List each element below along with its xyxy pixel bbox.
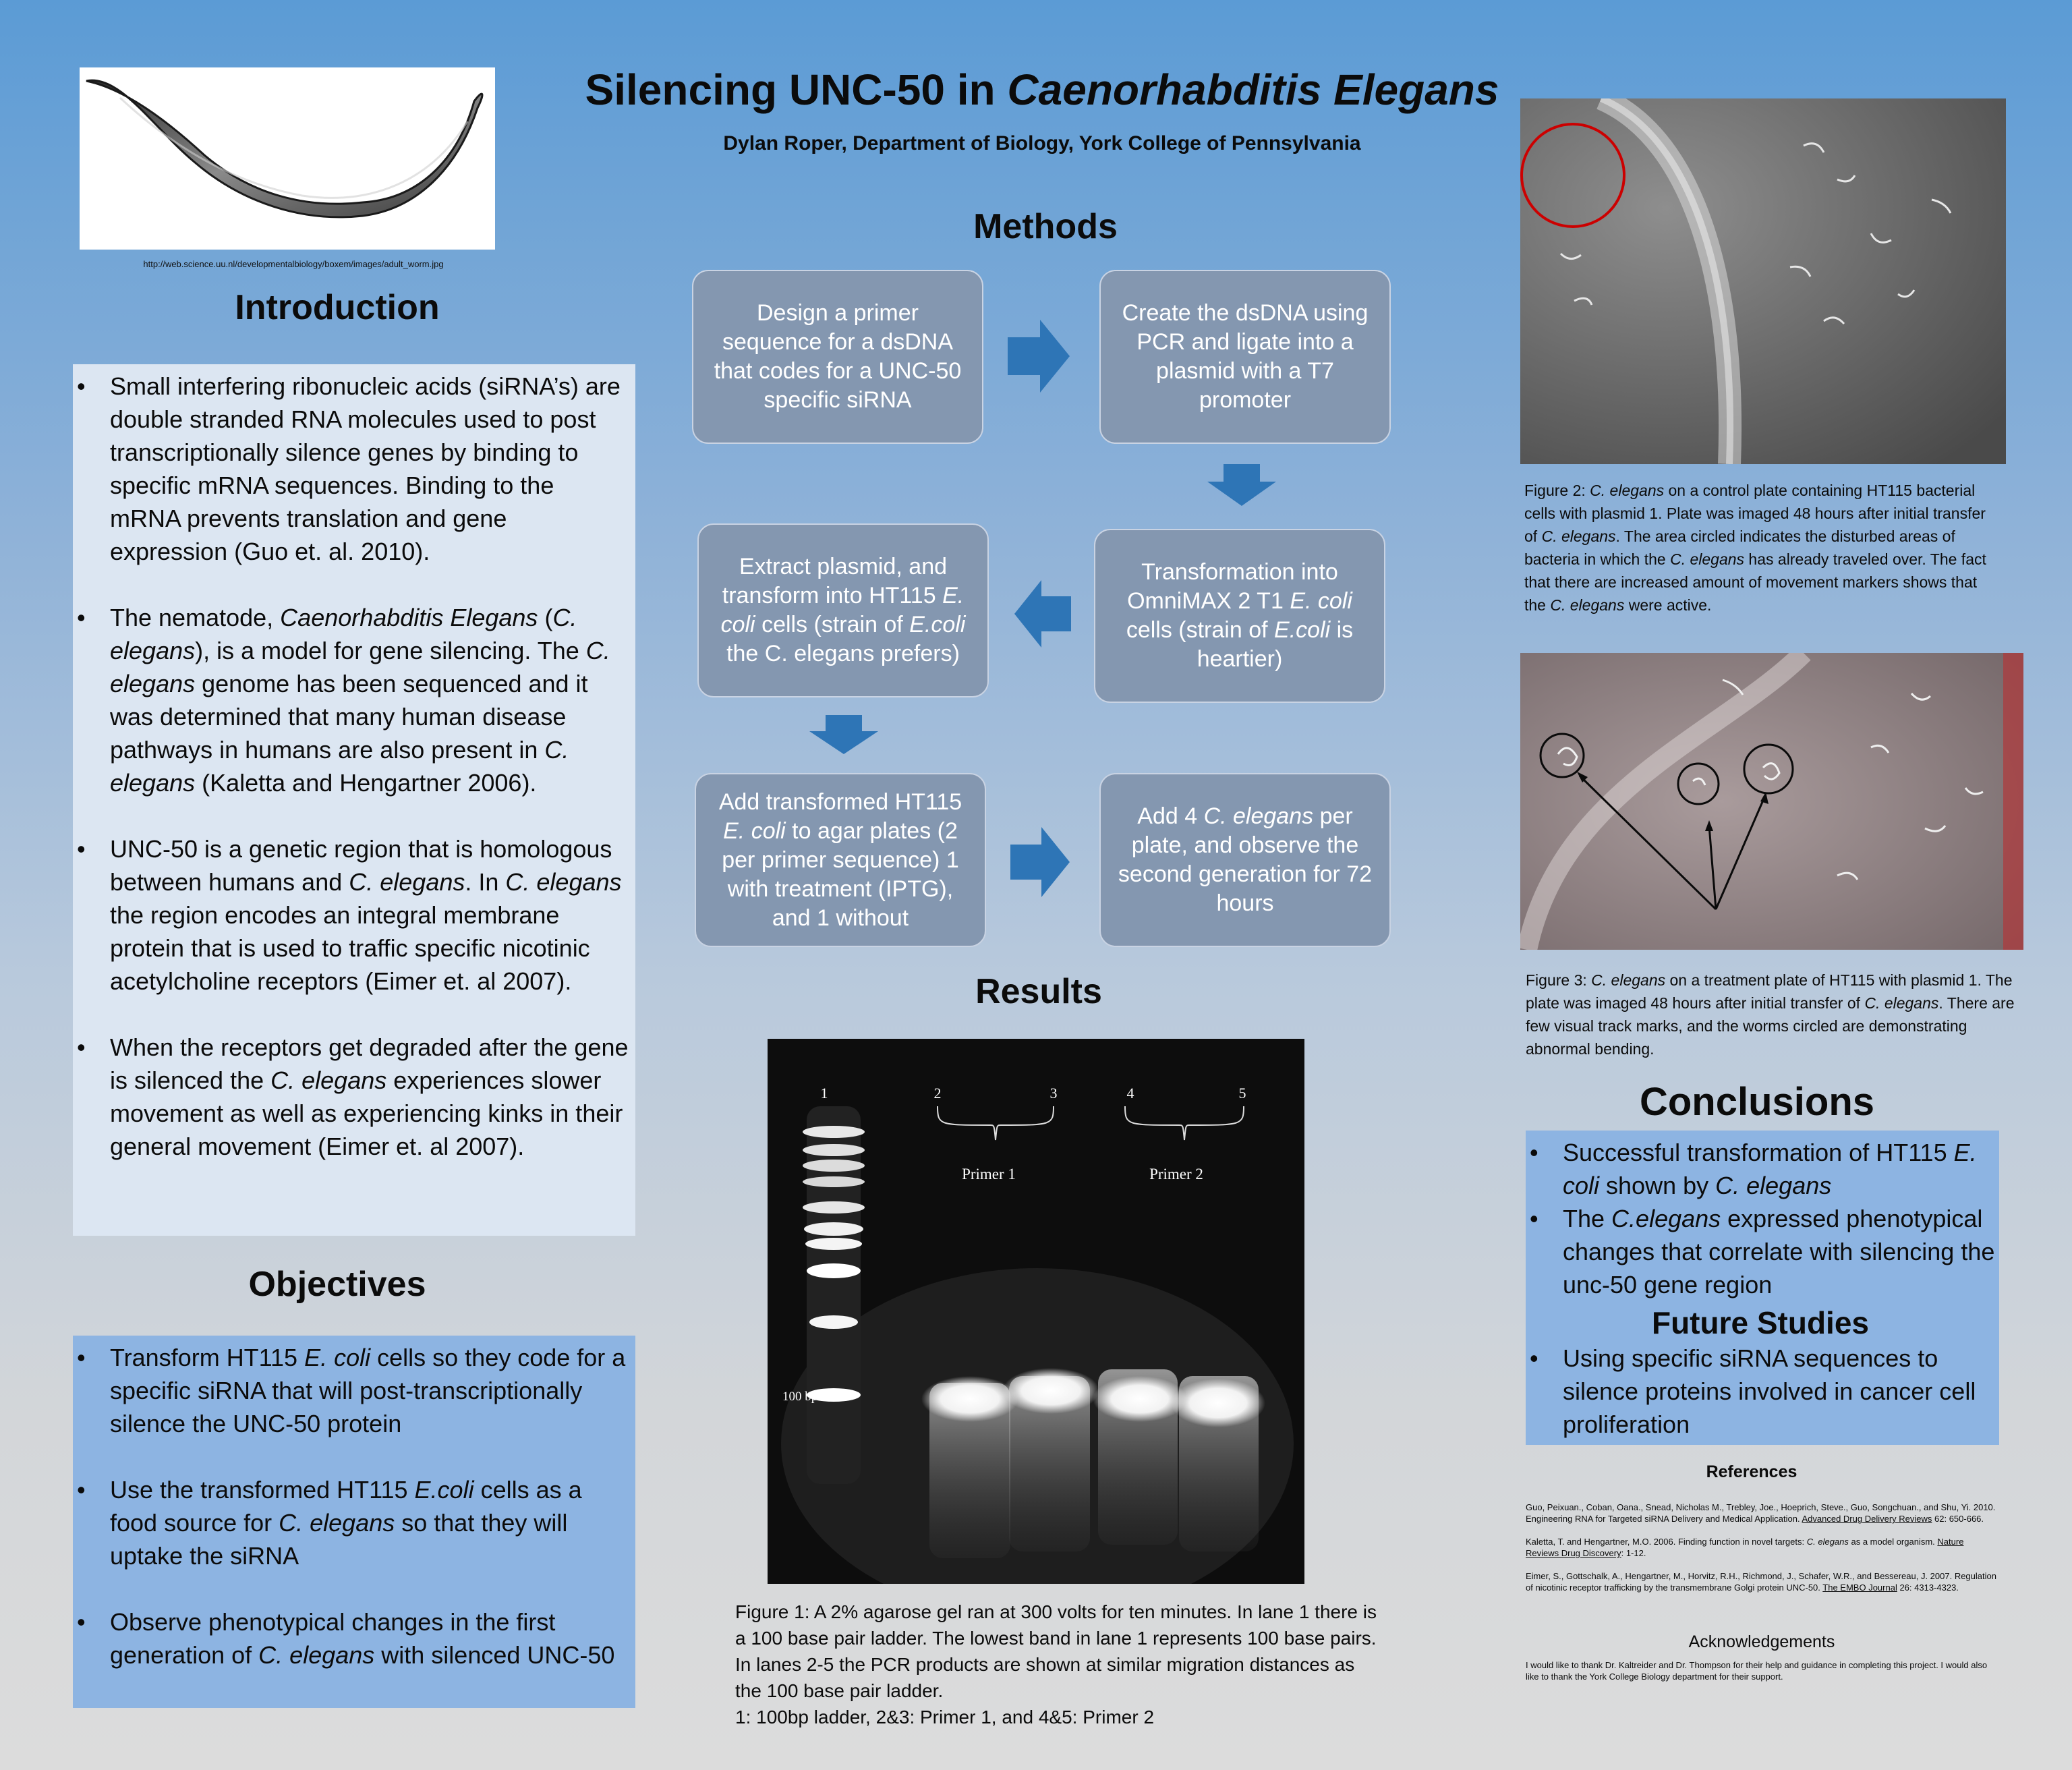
text-run: ( xyxy=(538,604,553,631)
conclusions-heading: Conclusions xyxy=(1639,1080,1875,1124)
conclusions-panel xyxy=(1526,1131,1999,1445)
worm-illustration xyxy=(80,67,495,250)
reference-item xyxy=(1526,1502,1998,1524)
text-run: Small interfering ribonucleic acids (siRNA’s) are double stranded RNA molecules used to post transcriptionally silence genes by binding to specific mRNA sequences. Binding to the mRNA prevents translation and gene expression (Guo et. al. 2010). xyxy=(110,372,621,565)
text-run: the C. elegans prefers) xyxy=(726,641,960,666)
text-run: the region encodes an integral membrane protein that is used to traffic specific nicotinic acetylcholine receptors (Eimer et. al 2007). xyxy=(110,901,590,995)
future-study-bullet xyxy=(1526,1342,1995,1441)
italic-text: Caenorhabditis Elegans xyxy=(280,604,538,631)
ladder-label: 100 bp xyxy=(782,1390,818,1404)
future-studies-heading: Future Studies xyxy=(1651,1305,1870,1340)
conclusion-bullet xyxy=(1526,1136,1995,1202)
italic-text: C. elegans xyxy=(110,637,610,697)
primer-label: Primer 1 xyxy=(962,1166,1016,1182)
method-step-text xyxy=(711,552,975,668)
future-studies-list xyxy=(1526,1342,1995,1441)
introduction-panel xyxy=(73,364,635,1236)
text-run: 62: 650-666. xyxy=(1932,1514,1984,1524)
italic-text: E.coli xyxy=(909,612,966,637)
objectives-heading: Objectives xyxy=(248,1265,426,1304)
objective-bullet xyxy=(73,1605,629,1672)
arrow-right-icon xyxy=(1005,317,1072,395)
text-run: Observe phenotypical changes in the first generation of xyxy=(110,1608,556,1669)
text-run: experiences slower movement as well as experiencing kinks in their general movement (Eimer et. al 2007). xyxy=(110,1066,623,1160)
text-run: Design a primer sequence for a dsDNA that codes for a UNC-50 specific siRNA xyxy=(714,300,962,413)
method-step-text xyxy=(1113,802,1377,918)
text-run: The xyxy=(1563,1205,1612,1232)
lane-number: 2 xyxy=(933,1085,942,1102)
arrow-down-icon xyxy=(1205,461,1279,509)
text-run: shown by xyxy=(1599,1172,1716,1199)
figure1-line: 1: 100bp ladder, 2&3: Primer 1, and 4&5: Primer 2 xyxy=(735,1707,1155,1728)
introduction-bullet xyxy=(73,601,629,799)
figure3-image xyxy=(1520,653,2023,950)
text-run: on a control plate containing HT115 bacterial cells with plasmid 1. Plate was imaged 48 hours after initial transfer of xyxy=(1524,482,1986,545)
introduction-heading: Introduction xyxy=(235,288,440,327)
italic-text: C. elegans xyxy=(1591,971,1666,989)
title-prefix: Silencing UNC-50 in xyxy=(585,65,1008,114)
text-run: is heartier) xyxy=(1197,617,1354,672)
text-run: Use the transformed HT115 xyxy=(110,1476,415,1504)
text-run: . The area circled indicates the disturbed areas of bacteria in which the xyxy=(1524,527,1955,568)
introduction-bullet xyxy=(73,1031,629,1163)
lane-number: 5 xyxy=(1238,1085,1246,1102)
figure2-caption xyxy=(1524,479,1996,617)
italic-text: C. elegans xyxy=(1670,550,1745,568)
objective-bullet xyxy=(73,1473,629,1572)
italic-text: E. coli xyxy=(304,1344,371,1371)
reference-item xyxy=(1526,1570,1998,1593)
italic-text: E. coli xyxy=(723,818,786,844)
text-run: expressed phenotypical changes that correlate with silencing the unc-50 gene region xyxy=(1563,1205,1995,1298)
text-run: has already traveled over. The fact that there are increased amount of movement markers shows that the xyxy=(1524,550,1986,614)
italic-text: E. coli xyxy=(1290,588,1352,614)
worm-image xyxy=(80,67,495,250)
text-run: per plate, and observe the second generation for 72 hours xyxy=(1118,803,1373,916)
control-plate-photo xyxy=(1520,98,2006,464)
objectives-panel xyxy=(73,1336,635,1708)
method-step-add-elegans xyxy=(1099,773,1391,947)
text-run: with silenced UNC-50 xyxy=(374,1641,615,1669)
arrow-down-icon xyxy=(807,712,881,757)
figure1-line: In lanes 2-5 the PCR products are shown at similar migration distances as xyxy=(735,1654,1355,1675)
text-run: Create the dsDNA using PCR and ligate into a plasmid with a T7 promoter xyxy=(1122,300,1369,413)
figure3-caption xyxy=(1526,969,2025,1060)
italic-text: E.coli xyxy=(414,1476,474,1504)
method-step-create-dsdna xyxy=(1099,270,1391,444)
text-run: genome has been sequenced and it was determined that many human disease pathways in humans are also present in xyxy=(110,670,588,764)
italic-text: C. elegans xyxy=(1864,994,1939,1012)
method-step-text xyxy=(1113,299,1377,415)
method-step-text xyxy=(1107,558,1372,674)
conclusion-bullet xyxy=(1526,1202,1995,1301)
text-run: UNC-50 is a genetic region that is homologous between humans and xyxy=(110,835,612,896)
figure2-image xyxy=(1520,98,2006,464)
lane-number: 1 xyxy=(820,1085,828,1102)
primer-label: Primer 2 xyxy=(1149,1166,1203,1182)
text-run: Kaletta, T. and Hengartner, M.O. 2006. Finding function in novel targets: xyxy=(1526,1537,1807,1547)
poster-title xyxy=(540,63,1545,116)
references-heading: References xyxy=(1706,1462,1797,1481)
text-run: Figure 2: xyxy=(1524,482,1590,499)
italic-text: C. elegans xyxy=(1806,1537,1849,1547)
text-run: . There are few visual track marks, and the worms circled are demonstrating abnormal bending. xyxy=(1526,994,2015,1058)
text-run: cells (strain of xyxy=(755,612,910,637)
italic-text: C. elegans xyxy=(1715,1172,1832,1199)
text-run: Guo, Peixuan., Coban, Oana., Snead, Nicholas M., Trebley, Joe., Hoeprich, Steve., Guo, Songchuan., and Shu, Yi. 2010. Engineering RNA for Targeted siRNA Delivery and Medical Application. xyxy=(1526,1502,1996,1524)
journal-title: Advanced Drug Delivery Reviews xyxy=(1802,1514,1932,1524)
text-run: cells as a food source for xyxy=(110,1476,582,1537)
gel-image xyxy=(768,1039,1304,1584)
text-run: Transform HT115 xyxy=(110,1344,305,1371)
text-run: Eimer, S., Gottschalk, A., Hengartner, M., Horvitz, R.H., Richmond, J., Schafer, W.R., and Bessereau, J. 2007. Regulation of nicotinic receptor trafficking by the transmembrane Golgi protein UNC-50. xyxy=(1526,1571,1996,1593)
method-step-transform-omnimax xyxy=(1094,529,1385,703)
italic-text: E.coli xyxy=(1274,617,1331,643)
italic-text: C. elegans xyxy=(270,1066,387,1094)
method-step-text xyxy=(706,299,970,415)
text-run: Add transformed HT115 xyxy=(718,789,962,815)
text-run: Successful transformation of HT115 xyxy=(1563,1139,1954,1166)
journal-title: Nature Reviews Drug Discovery xyxy=(1526,1537,1964,1558)
italic-text: C. elegans xyxy=(279,1509,395,1537)
objective-bullet xyxy=(73,1341,629,1440)
italic-text: C. elegans xyxy=(349,868,465,896)
text-run: When the receptors get degraded after the gene is silenced the xyxy=(110,1033,629,1094)
text-run: Extract plasmid, and transform into HT115 xyxy=(722,554,948,608)
results-heading: Results xyxy=(975,972,1102,1011)
objectives-list xyxy=(73,1341,629,1672)
text-run: Transformation into OmniMAX 2 T1 xyxy=(1127,559,1338,614)
journal-title: The EMBO Journal xyxy=(1822,1582,1897,1593)
text-run: so that they will uptake the siRNA xyxy=(110,1509,568,1570)
title-italic: Caenorhabditis Elegans xyxy=(1007,65,1499,114)
introduction-bullet xyxy=(73,370,629,568)
figure1-line: a 100 base pair ladder. The lowest band in lane 1 represents 100 base pairs. xyxy=(735,1628,1377,1649)
conclusions-list xyxy=(1526,1136,1995,1301)
method-step-extract-plasmid xyxy=(697,523,989,697)
acknowledgements-text: I would like to thank Dr. Kaltreider and Dr. Thompson for their help and guidance in completing this project. I would also like to thank the York College Biology department for their support. xyxy=(1526,1660,1988,1682)
text-run: 26: 4313-4323. xyxy=(1897,1582,1959,1593)
poster-author: Dylan Roper, Department of Biology, York College of Pennsylvania xyxy=(723,132,1361,154)
method-step-design-primer xyxy=(692,270,983,444)
treatment-plate-photo xyxy=(1520,653,2023,950)
text-run: ), is a model for gene silencing. The xyxy=(195,637,586,664)
text-run: Using specific siRNA sequences to silence proteins involved in cancer cell proliferation xyxy=(1563,1344,1976,1438)
text-run: to agar plates (2 per primer sequence) 1 with treatment (IPTG), and 1 without xyxy=(722,818,959,931)
introduction-list xyxy=(73,370,629,1163)
figure1-line: Figure 1: A 2% agarose gel ran at 300 volts for ten minutes. In lane 1 there is xyxy=(735,1601,1377,1622)
methods-heading: Methods xyxy=(973,207,1118,246)
references-list xyxy=(1526,1502,1998,1605)
gel-electrophoresis xyxy=(768,1039,1304,1584)
text-run: The nematode, xyxy=(110,604,281,631)
lane-number: 3 xyxy=(1049,1085,1058,1102)
text-run: cells so they code for a specific siRNA that will post-transcriptionally silence the UNC-50 protein xyxy=(110,1344,626,1437)
italic-text: C. elegans xyxy=(1203,803,1314,829)
figure1-caption xyxy=(735,1599,1410,1730)
method-step-agar-plates xyxy=(695,773,986,947)
lane-number: 4 xyxy=(1126,1085,1134,1102)
text-run: Figure 3: xyxy=(1526,971,1592,989)
method-step-text xyxy=(708,788,973,933)
text-run: Add 4 xyxy=(1137,803,1204,829)
text-run: : 1-12. xyxy=(1621,1548,1646,1558)
italic-text: E. coli xyxy=(720,583,965,637)
italic-text: C. elegans xyxy=(1541,527,1616,545)
text-run: were active. xyxy=(1624,596,1712,614)
arrow-left-icon xyxy=(1012,577,1074,650)
italic-text: C. elegans xyxy=(110,604,577,664)
italic-text: C. elegans xyxy=(505,868,622,896)
worm-image-url: http://web.science.uu.nl/developmentalbiology/boxem/images/adult_worm.jpg xyxy=(143,259,444,269)
italic-text: C. elegans xyxy=(1590,482,1665,499)
text-run: cells (strain of xyxy=(1126,617,1275,643)
italic-text: C. elegans xyxy=(110,736,569,797)
italic-text: C. elegans xyxy=(258,1641,375,1669)
italic-text: C.elegans xyxy=(1611,1205,1721,1232)
text-run: as a model organism. xyxy=(1848,1537,1938,1547)
arrow-right-icon xyxy=(1008,824,1072,900)
italic-text: C. elegans xyxy=(1550,596,1625,614)
reference-item xyxy=(1526,1536,1998,1559)
italic-text: E. coli xyxy=(1563,1139,1977,1199)
acknowledgements-heading: Acknowledgements xyxy=(1688,1632,1835,1651)
text-run: . In xyxy=(465,868,506,896)
introduction-bullet xyxy=(73,832,629,998)
figure1-line: the 100 base pair ladder. xyxy=(735,1680,944,1701)
text-run: (Kaletta and Hengartner 2006). xyxy=(195,769,537,797)
text-run: on a treatment plate of HT115 with plasmid 1. The plate was imaged 48 hours after initial transfer of xyxy=(1526,971,2013,1012)
